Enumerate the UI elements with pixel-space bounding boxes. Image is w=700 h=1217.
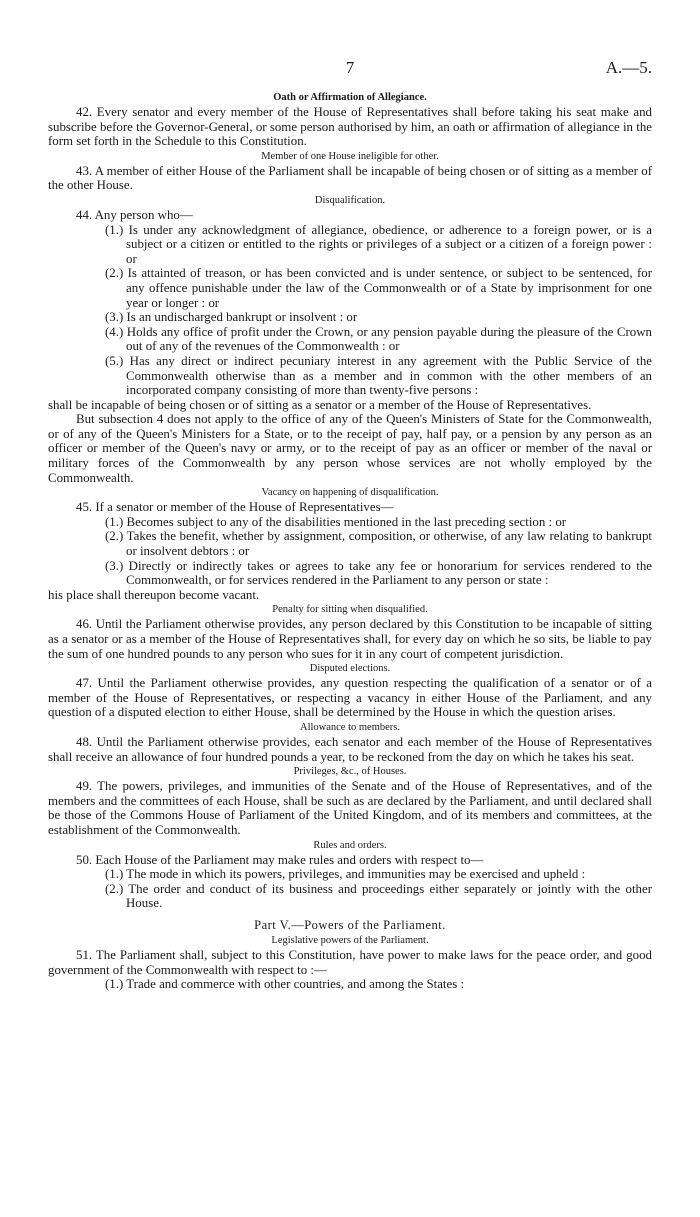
paragraph: 47. Until the Parliament otherwise provides, any question respecting the qualification of a senator or of a member of the House of Representatives, or respecting a vacancy in either House of the Parliament, and any question of a disputed election to either House, shall be determined by the House in which the question arises.: [48, 676, 652, 720]
paragraph: his place shall thereupon become vacant.: [48, 587, 260, 602]
list-item: (1.) The mode in which its powers, privileges, and immunities may be exercised and upheld :: [105, 867, 586, 882]
list-item: (3.) Is an undischarged bankrupt or insolvent : or: [105, 310, 358, 325]
section-heading: Penalty for sitting when disqualified.: [272, 604, 428, 616]
list-item: (4.) Holds any office of profit under the Crown, or any pension payable during the pleasure of the Crown out of any of the revenues of the Commonwealth : or: [105, 324, 652, 354]
paper-id: A.—5.: [605, 58, 652, 77]
section-heading: Legislative powers of the Parliament.: [271, 934, 429, 946]
section-heading: Allowance to members.: [299, 721, 400, 733]
section-heading: Disqualification.: [314, 194, 386, 206]
paragraph: 49. The powers, privileges, and immunities of the Senate and of the House of Representatives, and of the members and the committees of each House, shall be such as are declared by the Parliament, and until declared shall be those of the Commons House of Parliament of the United Kingdom, and of its members and committees, at the establishment of the Commonwealth.: [48, 779, 652, 837]
list-item: (2.) The order and conduct of its business and proceedings either separately or jointly with the other House.: [105, 881, 652, 911]
paragraph: 43. A member of either House of the Parliament shall be incapable of being chosen or of sitting as a member of the other House.: [48, 163, 652, 193]
paragraph: 50. Each House of the Parliament may make rules and orders with respect to—: [76, 852, 484, 867]
list-item: (5.) Has any direct or indirect pecuniary interest in any agreement with the Public Service of the Commonwealth otherwise than as a member and in common with the other members of an incorporated company consisting of more than twenty-five persons :: [105, 353, 652, 398]
paragraph: shall be incapable of being chosen or of sitting as a senator or a member of the House of Representatives.: [48, 397, 592, 412]
list-item: (1.) Trade and commerce with other countries, and among the States :: [105, 977, 465, 992]
paragraph: 44. Any person who—: [76, 207, 193, 222]
list-item: (2.) Is attainted of treason, or has been convicted and is under sentence, or subject to be sentenced, for any offence punishable under the law of the Commonwealth or of a State by imprisonment for one year or longer : or: [105, 266, 652, 310]
section-heading: Oath or Affirmation of Allegiance.: [273, 92, 427, 103]
paragraph: But subsection 4 does not apply to the office of any of the Queen's Ministers of State for the Commonwealth, or of any of the Queen's Ministers for a State, or to the receipt of pay, half pay, or a pension by any person as an officer or member of the Queen's navy or army, or to the receipt of pay as an officer or member of the naval or military forces of the Commonwealth by any person whose services are not wholly employed by the Commonwealth.: [48, 412, 652, 485]
section-heading: Rules and orders.: [313, 839, 387, 851]
paragraph: 51. The Parliament shall, subject to this Constitution, have power to make laws for the peace order, and good government of the Commonwealth with respect to :—: [48, 947, 652, 977]
list-item: (1.) Is under any acknowledgment of allegiance, obedience, or adherence to a foreign power, or is a subject or a citizen or entitled to the rights or privileges of a subject or a citizen of a foreign power : or: [105, 222, 652, 266]
list-item: (1.) Becomes subject to any of the disabilities mentioned in the last preceding section : or: [105, 514, 567, 529]
part-heading: Part V.—Powers of the Parliament.: [254, 917, 446, 932]
paragraph: 46. Until the Parliament otherwise provides, any person declared by this Constitution to be incapable of sitting as a senator or as a member of the House of Representatives shall, for every day on which he so sits, be liable to pay the sum of one hundred pounds to any person who sues for it in any court of competent jurisdiction.: [48, 617, 652, 661]
paragraph: 48. Until the Parliament otherwise provides, each senator and each member of the House of Representatives shall receive an allowance of four hundred pounds a year, to be reckoned from the day on which he takes his seat.: [48, 734, 652, 764]
page-header: [48, 0, 652, 90]
section-heading: Vacancy on happening of disqualification.: [261, 487, 439, 499]
list-item: (3.) Directly or indirectly takes or agrees to take any fee or honorarium for services rendered to the Commonwealth, or for services rendered in the Parliament to any person or state :: [105, 558, 652, 588]
paragraph: 45. If a senator or member of the House of Representatives—: [76, 500, 394, 515]
section-heading: Privileges, &c., of Houses.: [293, 766, 407, 778]
section-heading: Disputed elections.: [309, 663, 391, 675]
document-body: [48, 90, 652, 992]
section-heading: Member of one House ineligible for other.: [261, 150, 439, 162]
paragraph: 42. Every senator and every member of the House of Representatives shall before taking his seat make and subscribe before the Governor-General, or some person authorised by him, an oath or affirmation of allegiance in the form set forth in the Schedule to this Constitution.: [48, 105, 652, 149]
page-number: 7: [345, 58, 355, 77]
document-page: [48, 0, 652, 992]
list-item: (2.) Takes the benefit, whether by assignment, composition, or otherwise, of any law relating to bankrupt or insolvent debtors : or: [105, 529, 652, 559]
